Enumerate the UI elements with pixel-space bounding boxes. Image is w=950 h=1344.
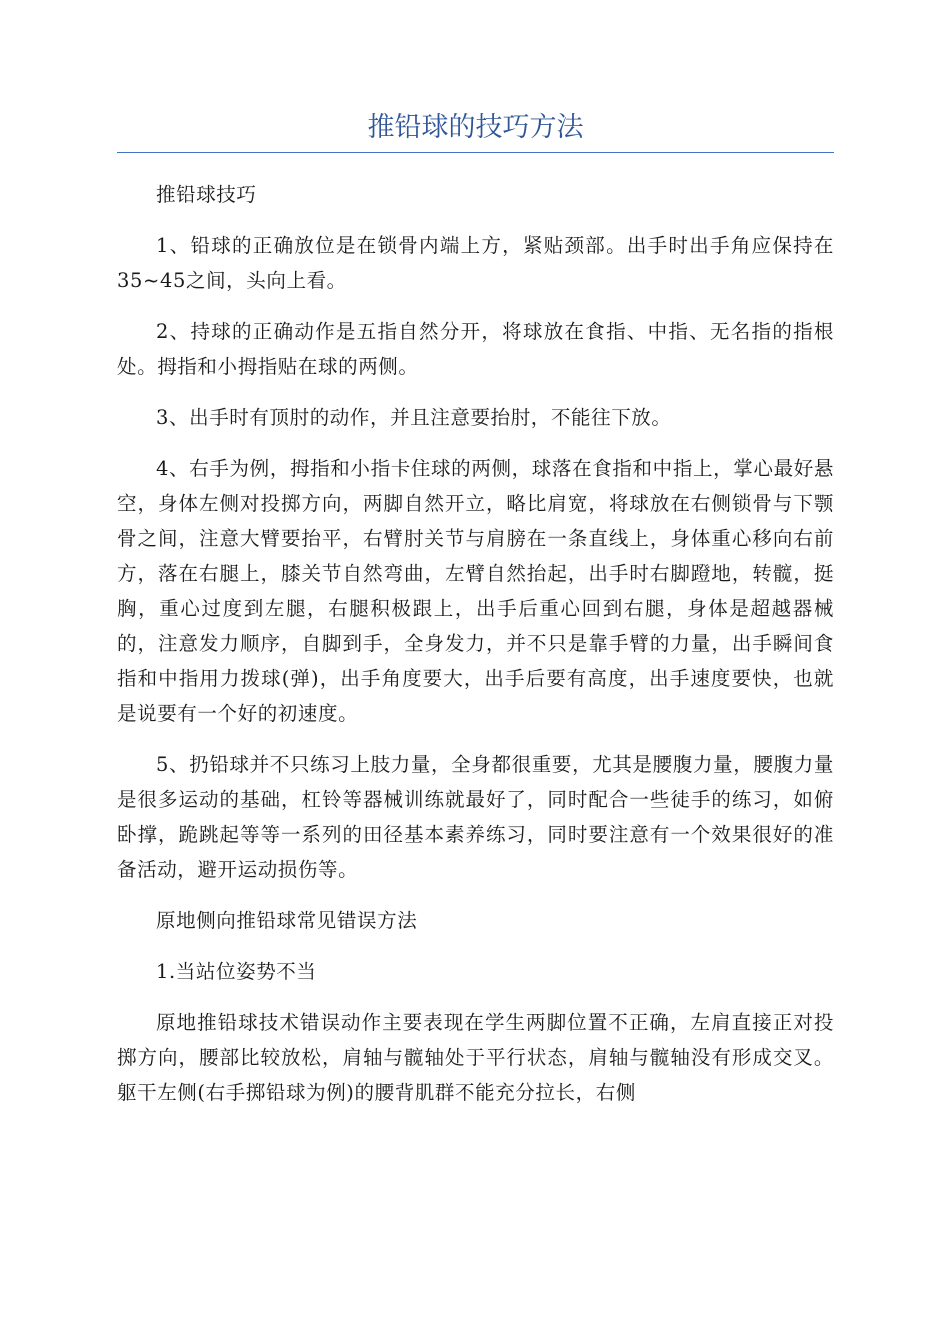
title-underline <box>117 152 834 153</box>
paragraph-error-1-heading: 1.当站位姿势不当 <box>156 960 317 983</box>
document-page <box>117 108 834 1110</box>
paragraph-heading-techniques: 推铅球技巧 <box>156 183 257 206</box>
paragraph-tip-4: 4、右手为例，拇指和小指卡住球的两侧，球落在食指和中指上，掌心最好悬空，身体左侧对投掷方向，两脚自然开立，略比肩宽，将球放在右侧锁骨与下颚骨之间，注意大臂要抬平，右臂肘关节与肩膀在一条直线上，身体重心移向右前方，落在右腿上，膝关节自然弯曲，左臂自然抬起，出手时右脚蹬地，转髋，挺胸，重心过度到左腿，右腿积极跟上，出手后重心回到右腿，身体是超越器械的，注意发力顺序，自脚到手，全身发力，并不只是靠手臂的力量，出手瞬间食指和中指用力拨球(弹)，出手角度要大，出手后要有高度，出手速度要快，也就是说要有一个好的初速度。 <box>117 457 834 725</box>
paragraph-tip-5: 5、扔铅球并不只练习上肢力量，全身都很重要，尤其是腰腹力量，腰腹力量是很多运动的基础，杠铃等器械训练就最好了，同时配合一些徒手的练习，如俯卧撑，跪跳起等等一系列的田径基本素养练习，同时要注意有一个效果很好的准备活动，避开运动损伤等。 <box>117 753 834 881</box>
document-title: 推铅球的技巧方法 <box>367 112 584 143</box>
paragraph-error-1-body: 原地推铅球技术错误动作主要表现在学生两脚位置不正确，左肩直接正对投掷方向，腰部比较放松，肩轴与髋轴处于平行状态，肩轴与髋轴没有形成交叉。躯干左侧(右手掷铅球为例)的腰背肌群不能充分拉长，右侧 <box>117 1011 834 1104</box>
paragraph-tip-2: 2、持球的正确动作是五指自然分开，将球放在食指、中指、无名指的指根处。拇指和小拇指贴在球的两侧。 <box>117 320 834 378</box>
paragraph-tip-1: 1、铅球的正确放位是在锁骨内端上方，紧贴颈部。出手时出手角应保持在35~45之间，头向上看。 <box>117 234 834 292</box>
paragraph-heading-errors: 原地侧向推铅球常见错误方法 <box>156 909 418 932</box>
paragraph-tip-3: 3、出手时有顶肘的动作，并且注意要抬肘，不能往下放。 <box>156 406 672 429</box>
